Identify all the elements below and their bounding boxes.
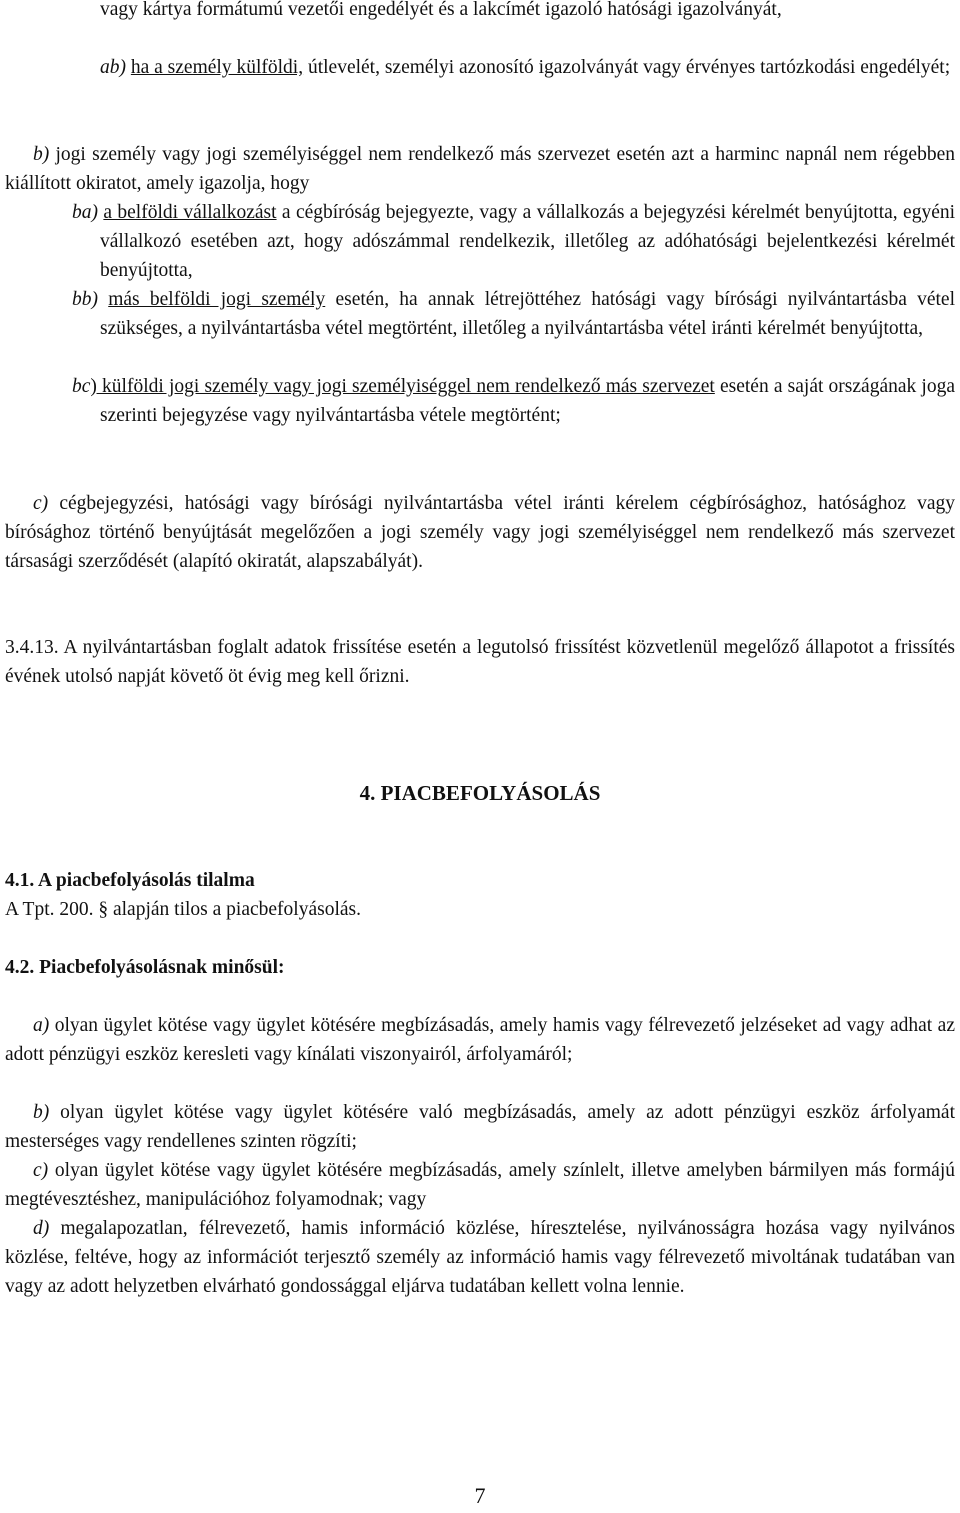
paragraph-text: a cégbíróság bejegyezte, vagy a vállalkozás a bejegyzési kérelmét benyújtotta, egyéni vállalkozó esetében azt, hogy adószámmal rendelkezik, illetőleg az adóhatósági bejelentkezési kérelmét benyújtotta, xyxy=(100,202,956,281)
item-label: c) xyxy=(33,493,49,514)
underlined-text: ha a személy külföldi, xyxy=(130,57,304,78)
paragraph-bc xyxy=(72,372,955,430)
paragraph-text: 3.4.13. A nyilvántartásban foglalt adatok frissítése esetén a legutolsó frissítést közvetlenül megelőző állapotot a frissítés évének utolsó napját követő öt évig meg kell őrizni. xyxy=(5,637,955,687)
underlined-text: a belföldi vállalkozást xyxy=(103,202,277,223)
paragraph-text: olyan ügylet kötése vagy ügylet kötésére megbízásadás, amely hamis vagy félrevezető jelzéseket ad vagy adhat az adott pénzügyi eszköz keresleti vagy kínálati viszonyairól, árfolyamáról; xyxy=(5,1015,955,1065)
chapter-heading: 4. PIACBEFOLYÁSOLÁS xyxy=(359,781,601,805)
paragraph-text: olyan ügylet kötése vagy ügylet kötésére megbízásadás, amely színlelt, illetve amelyben bármilyen más formájú megtévesztéshez, manipulációhoz folyamodnak; vagy xyxy=(5,1160,955,1210)
paragraph-text: olyan ügylet kötése vagy ügylet kötésére való megbízásadás, amely az adott pénzügyi eszköz árfolyamát mesterséges vagy rendellenes szinten rögzíti; xyxy=(5,1102,955,1152)
item-label: ba) xyxy=(72,202,98,223)
item-label: bc xyxy=(72,376,91,397)
underlined-text: más belföldi jogi személy xyxy=(108,289,326,310)
paragraph-3-4-13 xyxy=(5,633,955,691)
paragraph-bb xyxy=(72,285,955,343)
item-label: b) xyxy=(33,144,50,165)
list-item-b xyxy=(5,1098,955,1156)
paragraph-text: útlevelét, személyi azonosító igazolványát vagy érvényes tartózkodási engedélyét; xyxy=(303,57,951,78)
section-text-4-1: A Tpt. 200. § alapján tilos a piacbefolyásolás. xyxy=(5,899,361,920)
underlined-text: ) külföldi jogi személy vagy jogi személyiséggel nem rendelkező más szervezet xyxy=(90,376,715,397)
section-heading-4-1: 4.1. A piacbefolyásolás tilalma xyxy=(5,870,255,891)
item-label: d) xyxy=(33,1218,50,1239)
paragraph-text: vagy kártya formátumú vezetői engedélyét és a lakcímét igazoló hatósági igazolványát, xyxy=(100,0,782,20)
list-item-c xyxy=(5,1156,955,1214)
section-heading-4-2: 4.2. Piacbefolyásolásnak minősül: xyxy=(5,957,285,978)
item-label: bb) xyxy=(72,289,98,310)
paragraph-c xyxy=(5,489,955,576)
paragraph-text: cégbejegyzési, hatósági vagy bírósági nyilvántartásba vétel iránti kérelem cégbírósághoz, hatósághoz vagy bírósághoz történő benyújtását megelőzően a jogi személy vagy jogi személyiséggel nem rendelkező más szervezet társasági szerződését (alapító okiratát, alapszabályát). xyxy=(5,493,955,572)
page-number: 7 xyxy=(474,1483,486,1508)
list-item-a xyxy=(5,1011,955,1069)
item-label: ab) xyxy=(100,57,126,78)
paragraph-b xyxy=(5,140,955,198)
paragraph-text: megalapozatlan, félrevezető, hamis információ közlése, híresztelése, nyilvánosságra hozása vagy nyilvános közlése, feltéve, hogy az információt terjesztő személy az információ hamis vagy félrevezető mivoltának tudatában van vagy az adott helyzetben elvárható gondossággal eljárva tudatában kellett volna lennie. xyxy=(5,1218,955,1297)
paragraph-continuation xyxy=(100,0,955,24)
paragraph-ab xyxy=(100,53,955,82)
paragraph-text: esetén a saját országának joga szerinti bejegyzése vagy nyilvántartásba vétele megtörtént; xyxy=(100,376,955,426)
list-item-d xyxy=(5,1214,955,1301)
item-label: a) xyxy=(33,1015,50,1036)
paragraph-text: esetén, ha annak létrejöttéhez hatósági vagy bírósági nyilvántartásba vétel szükséges, a nyilvántartásba vétel megtörtént, illetőleg a nyilvántartásba vétel iránti kérelmét benyújtotta, xyxy=(100,289,955,339)
item-label: c) xyxy=(33,1160,49,1181)
paragraph-ba xyxy=(72,198,956,285)
paragraph-text: jogi személy vagy jogi személyiséggel nem rendelkező más szervezet esetén azt a harminc napnál nem régebben kiállított okiratot, amely igazolja, hogy xyxy=(5,144,955,194)
item-label: b) xyxy=(33,1102,50,1123)
